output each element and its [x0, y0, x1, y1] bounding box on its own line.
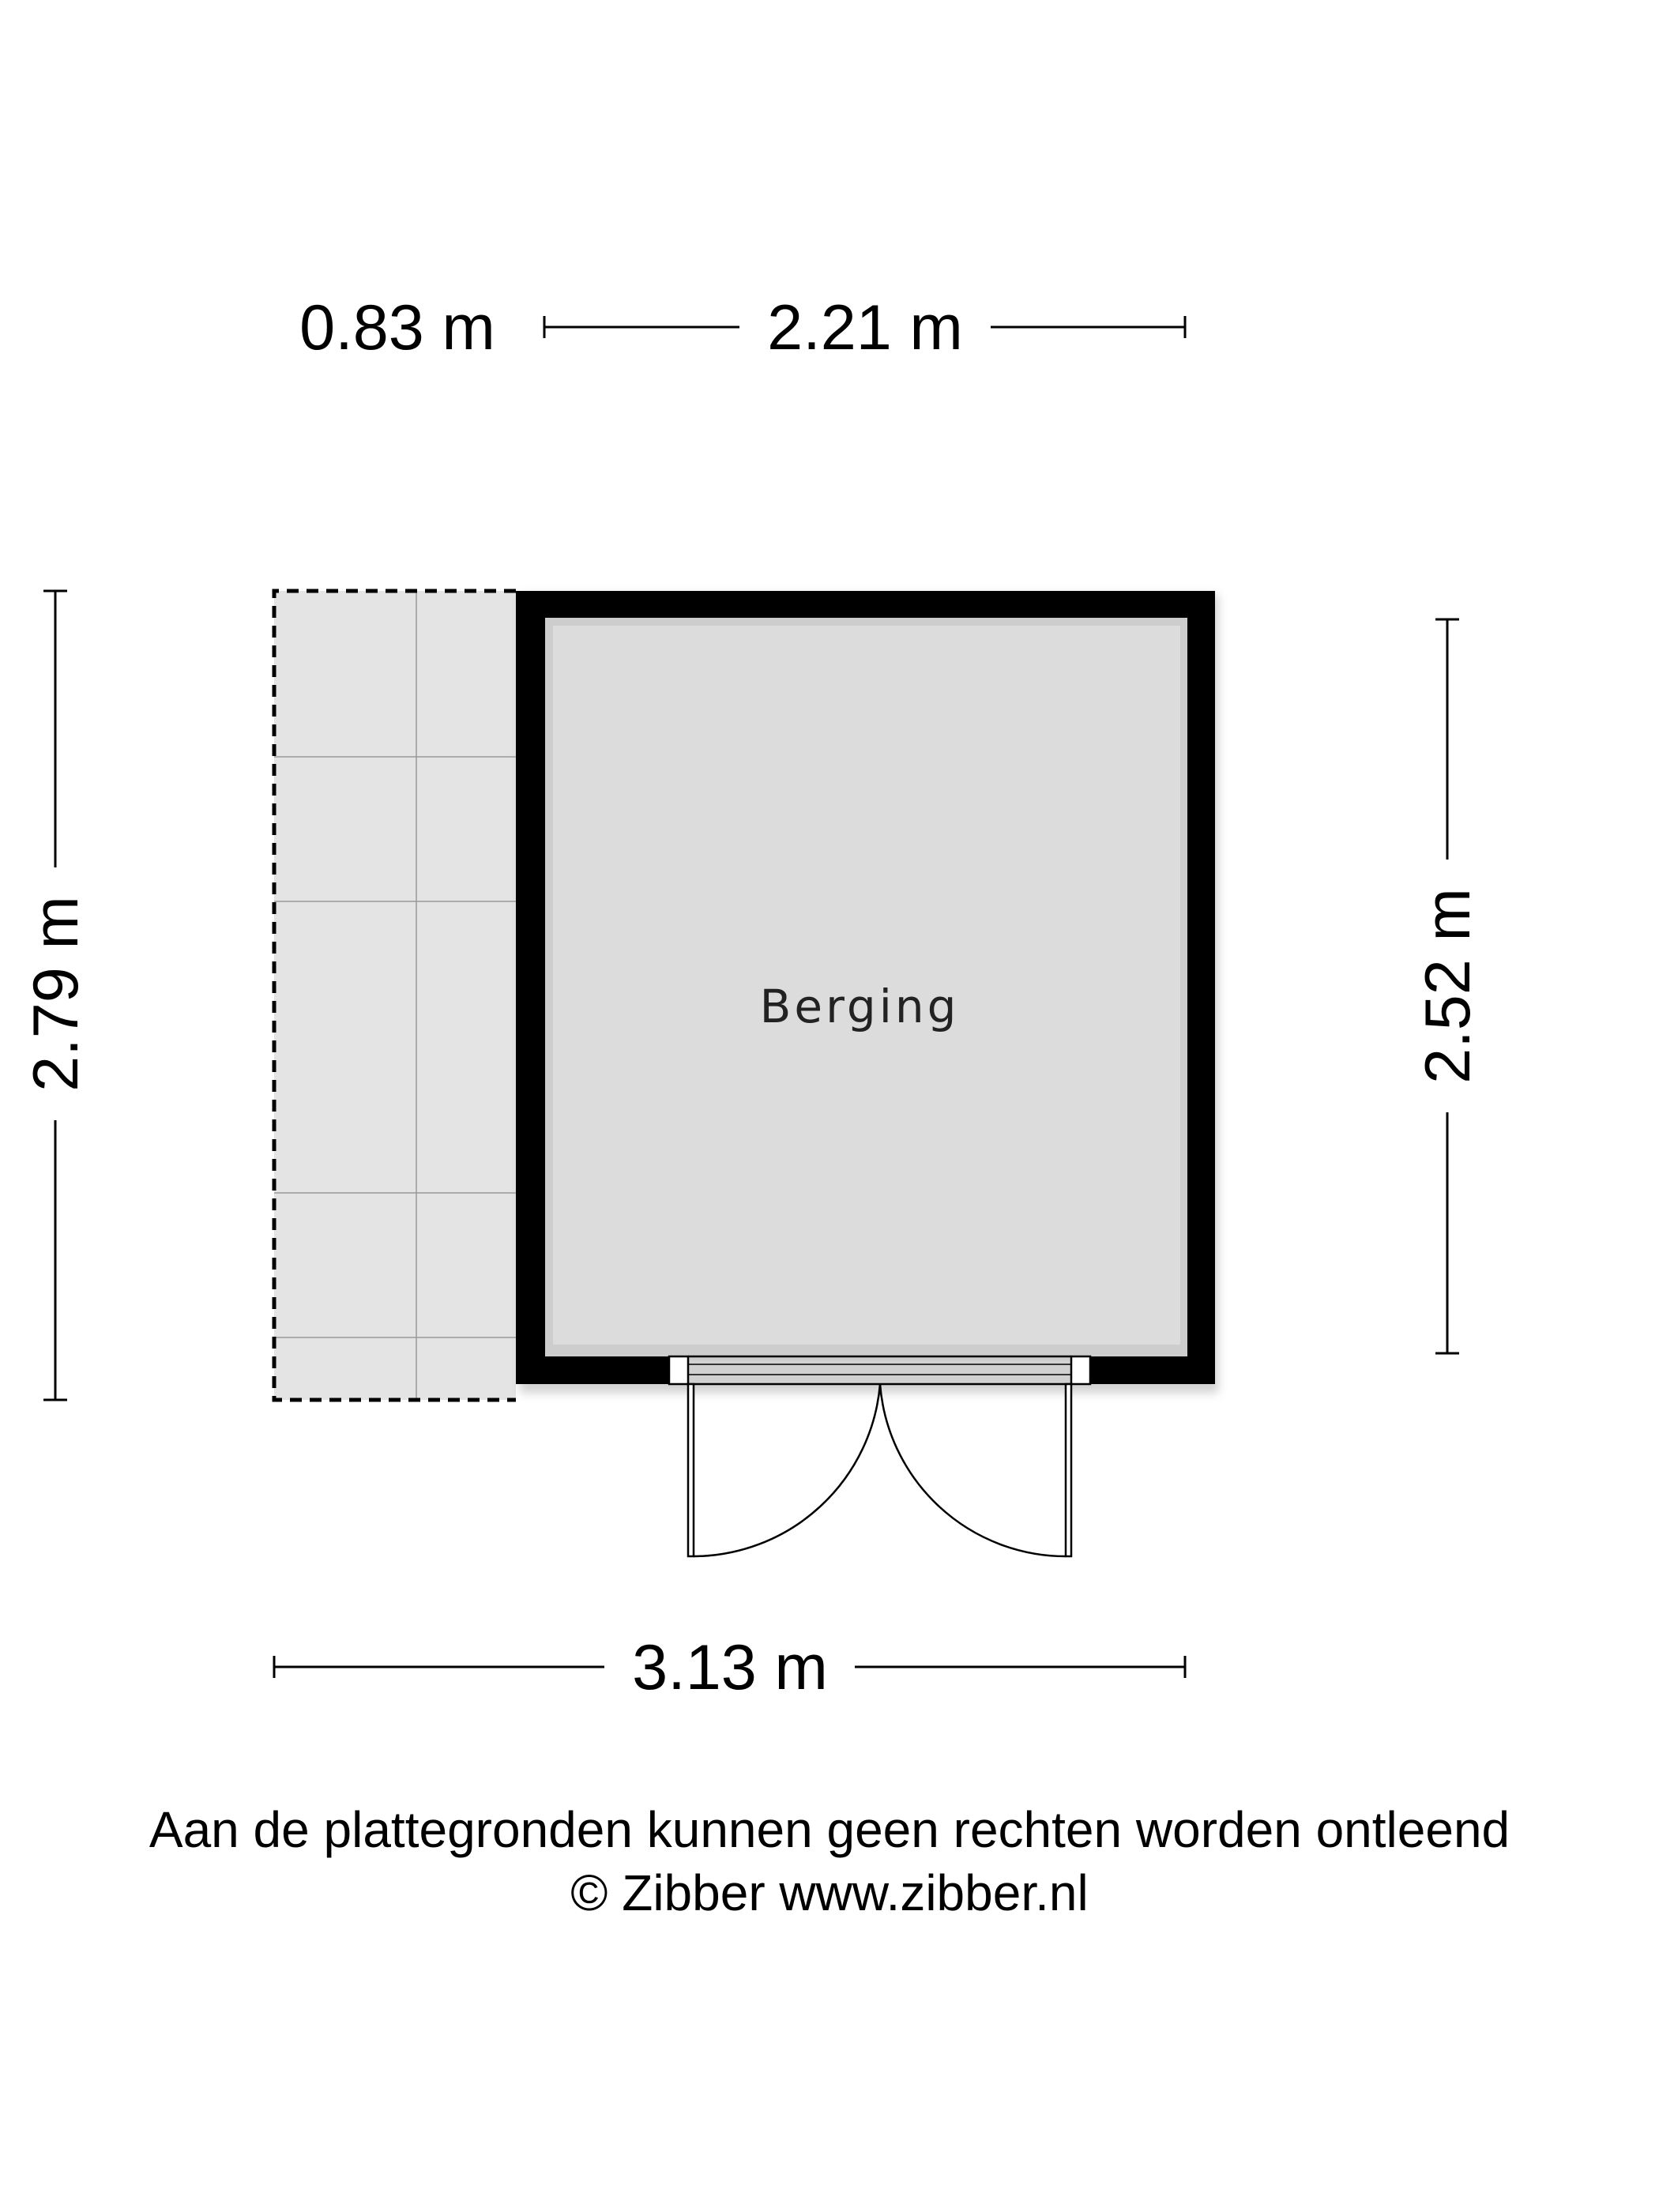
top-dimension — [299, 292, 1185, 363]
left-dimension-label: 2.79 m — [21, 896, 92, 1092]
bottom-dimension — [274, 1632, 1185, 1703]
door-swing-arc-right — [880, 1384, 1066, 1556]
room-berging — [516, 591, 1218, 1393]
door-jamb-left — [669, 1356, 688, 1384]
door-leaf-left — [688, 1384, 694, 1556]
door-leaf-right — [1066, 1384, 1071, 1556]
bottom-dimension-label: 3.13 m — [632, 1632, 828, 1703]
disclaimer-text: Aan de plattegronden kunnen geen rechten worden ontleend — [149, 1801, 1510, 1858]
right-dimension — [1413, 619, 1484, 1353]
right-dimension-label: 2.52 m — [1413, 888, 1484, 1084]
terrace — [274, 591, 516, 1400]
top-right-dimension-label: 2.21 m — [767, 292, 963, 363]
copyright-text: © Zibber www.zibber.nl — [570, 1864, 1089, 1921]
terrace-fill — [274, 591, 516, 1400]
door-swing-arc-left — [694, 1384, 880, 1556]
left-dimension — [21, 591, 92, 1400]
door-jamb-right — [1071, 1356, 1090, 1384]
top-left-dimension-label: 0.83 m — [299, 292, 495, 363]
room-label-berging: Berging — [759, 980, 960, 1033]
